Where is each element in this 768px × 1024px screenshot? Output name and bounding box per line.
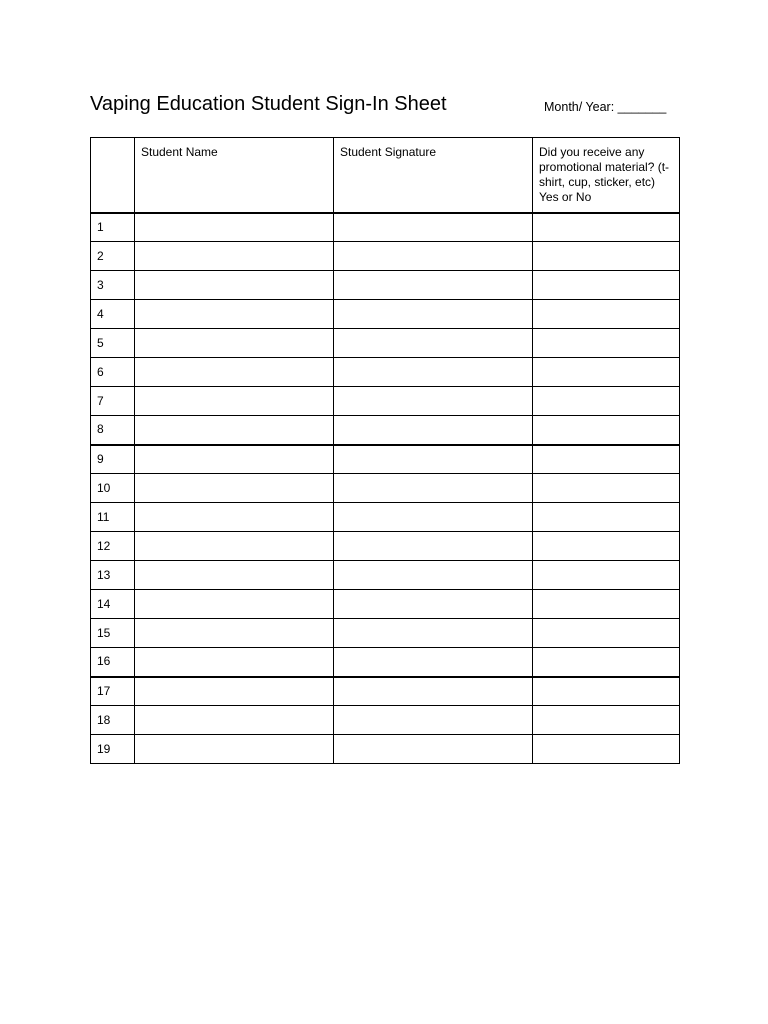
student-signature-cell[interactable] [334, 416, 533, 445]
table-row [91, 532, 680, 561]
promotional-material-cell[interactable] [533, 677, 680, 706]
promotional-material-cell[interactable] [533, 387, 680, 416]
row-number-cell: 5 [91, 329, 135, 358]
column-header-number [91, 138, 135, 213]
promotional-material-cell[interactable] [533, 648, 680, 677]
promotional-material-cell[interactable] [533, 271, 680, 300]
student-name-cell[interactable] [135, 677, 334, 706]
student-signature-cell[interactable] [334, 532, 533, 561]
promotional-material-cell[interactable] [533, 300, 680, 329]
student-name-cell[interactable] [135, 387, 334, 416]
student-signature-cell[interactable] [334, 474, 533, 503]
student-name-cell[interactable] [135, 271, 334, 300]
student-signature-cell[interactable] [334, 561, 533, 590]
student-name-cell[interactable] [135, 706, 334, 735]
promotional-material-cell[interactable] [533, 561, 680, 590]
month-year-field: Month/ Year: _______ [544, 100, 667, 114]
promotional-material-cell[interactable] [533, 358, 680, 387]
column-header-student-name: Student Name [135, 138, 334, 213]
row-number-cell: 4 [91, 300, 135, 329]
row-number-cell: 18 [91, 706, 135, 735]
student-name-cell[interactable] [135, 242, 334, 271]
table-row [91, 416, 680, 445]
student-signature-cell[interactable] [334, 271, 533, 300]
sign-in-table-body [91, 138, 680, 764]
row-number-cell: 7 [91, 387, 135, 416]
table-row [91, 271, 680, 300]
row-number-cell: 10 [91, 474, 135, 503]
table-row [91, 329, 680, 358]
promotional-material-cell[interactable] [533, 474, 680, 503]
column-header-promotional-material: Did you receive any promotional material? (t-shirt, cup, sticker, etc) Yes or No [533, 138, 680, 213]
student-signature-cell[interactable] [334, 590, 533, 619]
student-name-cell[interactable] [135, 300, 334, 329]
table-row [91, 387, 680, 416]
promotional-material-cell[interactable] [533, 213, 680, 242]
student-signature-cell[interactable] [334, 648, 533, 677]
row-number-cell: 15 [91, 619, 135, 648]
student-signature-cell[interactable] [334, 503, 533, 532]
student-signature-cell[interactable] [334, 387, 533, 416]
promotional-material-cell[interactable] [533, 532, 680, 561]
promotional-material-cell[interactable] [533, 619, 680, 648]
student-signature-cell[interactable] [334, 677, 533, 706]
promotional-material-cell[interactable] [533, 445, 680, 474]
column-header-student-signature: Student Signature [334, 138, 533, 213]
row-number-cell: 9 [91, 445, 135, 474]
student-name-cell[interactable] [135, 416, 334, 445]
promotional-material-cell[interactable] [533, 590, 680, 619]
student-signature-cell[interactable] [334, 735, 533, 764]
student-name-cell[interactable] [135, 648, 334, 677]
table-row [91, 474, 680, 503]
student-name-cell[interactable] [135, 474, 334, 503]
table-row [91, 706, 680, 735]
student-name-cell[interactable] [135, 329, 334, 358]
table-row [91, 300, 680, 329]
table-row [91, 648, 680, 677]
row-number-cell: 1 [91, 213, 135, 242]
student-name-cell[interactable] [135, 735, 334, 764]
table-row [91, 735, 680, 764]
promotional-material-cell[interactable] [533, 735, 680, 764]
student-signature-cell[interactable] [334, 358, 533, 387]
row-number-cell: 6 [91, 358, 135, 387]
student-signature-cell[interactable] [334, 329, 533, 358]
student-signature-cell[interactable] [334, 619, 533, 648]
row-number-cell: 16 [91, 648, 135, 677]
promotional-material-cell[interactable] [533, 242, 680, 271]
table-row [91, 445, 680, 474]
table-header-row [91, 138, 680, 213]
sign-in-table [90, 137, 680, 764]
row-number-cell: 17 [91, 677, 135, 706]
table-row [91, 619, 680, 648]
student-name-cell[interactable] [135, 358, 334, 387]
student-signature-cell[interactable] [334, 706, 533, 735]
table-row [91, 561, 680, 590]
table-row [91, 358, 680, 387]
row-number-cell: 8 [91, 416, 135, 445]
student-name-cell[interactable] [135, 445, 334, 474]
student-name-cell[interactable] [135, 213, 334, 242]
document-title: Vaping Education Student Sign-In Sheet [90, 93, 447, 115]
table-row [91, 503, 680, 532]
student-signature-cell[interactable] [334, 213, 533, 242]
row-number-cell: 11 [91, 503, 135, 532]
student-name-cell[interactable] [135, 561, 334, 590]
student-name-cell[interactable] [135, 590, 334, 619]
student-name-cell[interactable] [135, 532, 334, 561]
table-row [91, 677, 680, 706]
promotional-material-cell[interactable] [533, 503, 680, 532]
table-row [91, 213, 680, 242]
student-name-cell[interactable] [135, 619, 334, 648]
row-number-cell: 14 [91, 590, 135, 619]
student-name-cell[interactable] [135, 503, 334, 532]
table-row [91, 242, 680, 271]
promotional-material-cell[interactable] [533, 706, 680, 735]
row-number-cell: 19 [91, 735, 135, 764]
table-row [91, 590, 680, 619]
promotional-material-cell[interactable] [533, 329, 680, 358]
row-number-cell: 3 [91, 271, 135, 300]
student-signature-cell[interactable] [334, 242, 533, 271]
student-signature-cell[interactable] [334, 300, 533, 329]
row-number-cell: 12 [91, 532, 135, 561]
row-number-cell: 13 [91, 561, 135, 590]
promotional-material-cell[interactable] [533, 416, 680, 445]
row-number-cell: 2 [91, 242, 135, 271]
student-signature-cell[interactable] [334, 445, 533, 474]
